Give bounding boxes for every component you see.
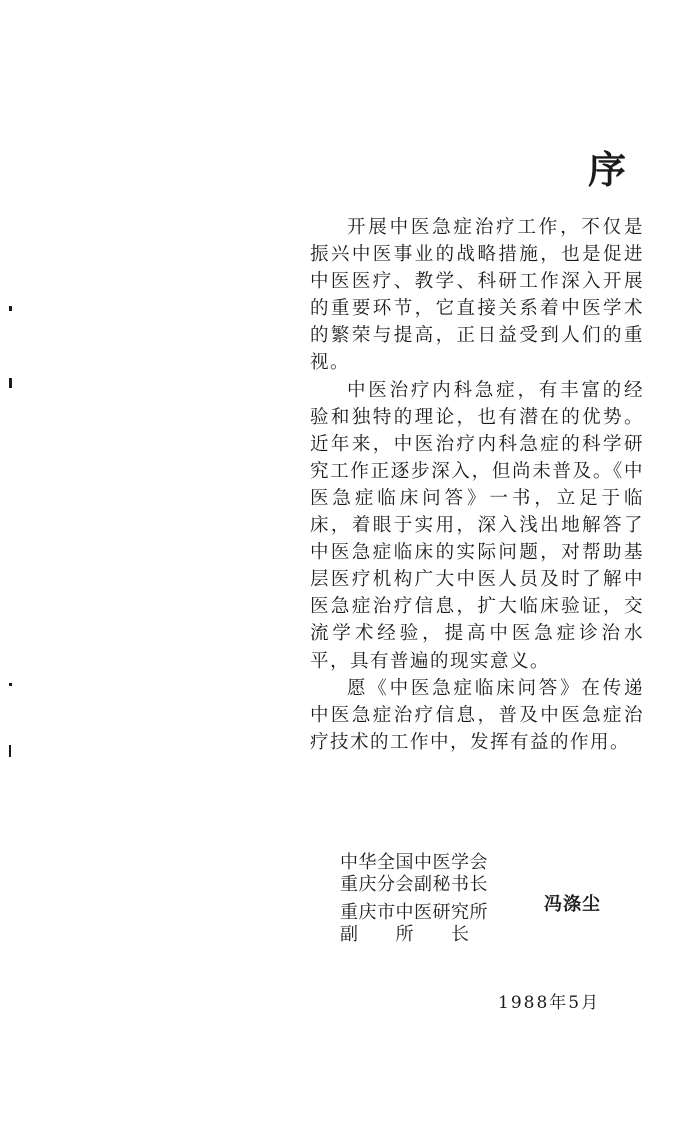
scan-speck	[9, 306, 12, 311]
preface-body	[310, 214, 644, 756]
scan-speck	[9, 745, 11, 757]
signature-title-line: 重庆分会副秘书长	[340, 874, 488, 895]
signature-title-group	[340, 852, 488, 896]
scan-speck	[9, 683, 12, 686]
page-title: 序	[588, 147, 629, 192]
scan-speck	[9, 378, 12, 388]
paragraph: 中医治疗内科急症，有丰富的经验和独特的理论，也有潜在的优势。近年来，中医治疗内科急症的科学研究工作正逐步深入，但尚未普及。《中医急症临床问答》一书，立足于临床，着眼于实用，深入浅出地解答了中医急症临床的实际问题，对帮助基层医疗机构广大中医人员及时了解中医急症治疗信息，扩大临床验证，交流学术经验，提高中医急症诊治水平，具有普遍的现实意义。	[310, 379, 644, 672]
signature-name: 冯涤尘	[544, 894, 601, 915]
signature-title-line: 副 所 长	[340, 924, 470, 945]
signature-title-line: 中华全国中医学会	[340, 852, 488, 873]
paragraph: 愿《中医急症临床问答》在传递中医急症治疗信息，普及中医急症治疗技术的工作中，发挥有益的作用。	[310, 677, 644, 753]
signature-title-group	[340, 902, 488, 946]
signature-block	[340, 852, 488, 952]
signature-title-line: 重庆市中医研究所	[340, 902, 488, 923]
date: 1988年5月	[498, 993, 601, 1013]
paragraph: 开展中医急症治疗工作，不仅是振兴中医事业的战略措施，也是促进中医医疗、教学、科研工作深入开展的重要环节，它直接关系着中医学术的繁荣与提高，正日益受到人们的重视。	[310, 217, 644, 374]
